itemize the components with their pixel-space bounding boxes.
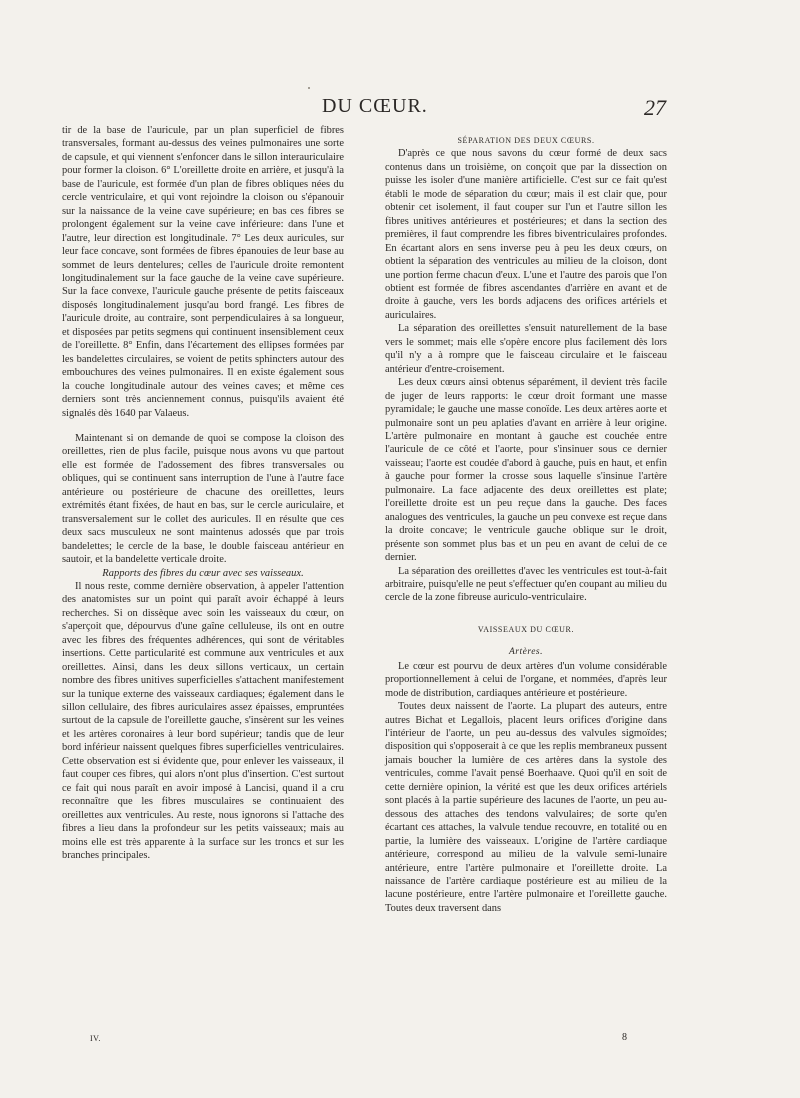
paragraph: La séparation des oreillettes d'avec les ventricules est tout-à-fait arbitraire, puisqu'elle ne peut s'effectuer qu'en coupant au milieu du cercle de la zone fibreuse auriculo-ventriculaire. [385,565,667,604]
section-heading: VAISSEAUX DU CŒUR. [477,624,575,634]
paragraph: La séparation des oreillettes s'ensuit naturellement de la base vers le sommet; mais elle s'opère encore plus facilement dès lors qu'il n'y a à rompre que le faisceau circulaire et le faisceau antérieur d'entre-croisement. [385,323,667,375]
paragraph: Le cœur est pourvu de deux artères d'un volume considérable proportionnellement à celui de l'organe, et nommées, d'après leur mode de distribution, cardiaques antérieure et postérieure. [385,660,667,699]
right-column [385,134,667,915]
paragraph: D'après ce que nous savons du cœur formé de deux sacs contenus dans un troisième, on conçoit que par la dissection on puisse les isoler d'une manière artificielle. C'est sur ce fait qu'est établi le mode de séparation du cœur; mais il est clair que, pour obtenir cet isolement, il faut couper sur l'un et l'autre sillon les fibres unitives antérieures et postérieures; et dans la section des premières, il faut comprendre les fibres biventriculaires profondes. En écartant alors en sens inverse peu à peu les deux cœurs, on obtient la séparation des ventricules au milieu de la cloison, dont une portion ferme chacun d'eux. L'une et l'autre des parois que l'on obtient est formée de fibres ascendantes d'arrière en avant et de droite à gauche, vers les bords adjacens des orifices artériels et auriculaires. [385,148,667,321]
paragraph: Toutes deux naissent de l'aorte. La plupart des auteurs, entre autres Bichat et Legallois, placent leurs orifices d'origine dans l'intérieur de l'aorte, un peu au-dessus des valvules sigmoïdes; disposition qui s'opposerait à ce que les replis membraneux pussent jamais boucher la lumière de ces artères dans la systole des ventricules, comme l'avait pensé Boerhaave. Quoi qu'il en soit de cette dernière opinion, la vérité est que les deux orifices artériels sont placés à la partie supérieure des lacunes de l'aorte, un peu au-dessous des attaches des tendons valvulaires; de sorte qu'en écartant ces attaches, la valvule tendue recouvre, en totalité ou en partie, la lumière des vaisseaux. L'origine de l'artère cardiaque antérieure, correspond au milieu de la valvule semi-lunaire antérieure, entre l'artère pulmonaire et l'oreillette droite. La naissance de l'artère cardiaque postérieure est au milieu de la lacune postérieure, entre l'artère pulmonaire et l'oreillette gauche. Toutes deux traversent dans [385,701,667,914]
paragraph: Les deux cœurs ainsi obtenus séparément, il devient très facile de juger de leurs rapports: le cœur droit formant une masse pyramidale; le gauche une masse conoïde. Les deux artères aorte et pulmonaire sont un peu aplaties d'avant en arrière à leur origine. L'artère pulmonaire en montant à gauche est couchée entre l'auricule de ce côté et l'aorte, pour s'insinuer sous ce dernier vaisseau; l'aorte est coudée d'abord à gauche, puis en haut, et enfin à gauche pour former la crosse sous laquelle s'insinue l'artère pulmonaire. La face adjacente des deux oreillettes est plate; l'oreillette droite est un peu reçue dans la gauche. Des faces analogues des ventricules, la gauche un peu convexe est reçue dans la droite concave; le ventricule gauche oblique sur le droit, présente son sommet plus bas et un peu en avant de celui de ce dernier. [385,377,667,564]
paragraph: Maintenant si on demande de quoi se compose la cloison des oreillettes, rien de plus facile, puisque nous avons vu que partout elle est formée de l'adossement des fibres transversales ou obliques, qui se continuent sans interruption de l'une à l'autre face antérieure ou postérieure de chacune des oreillettes, leurs extrémités étant fixées, de haut en bas, sur le cercle auriculaire, et transversalement sur le collet des auricules. Il en résulte que ces deux sacs musculeux ne sont maintenus adossés que par trois bandelettes; le cercle de la base, le double faisceau antérieur en sautoir, et la bandelette verticale droite. [62,432,344,566]
ink-speck [308,87,310,89]
running-head [62,95,672,125]
left-column [62,124,344,862]
folio-number: 8 [622,1032,627,1043]
paragraph: tir de la base de l'auricule, par un plan superficiel de fibres transversales, formant au-dessus des veines pulmonaires une sorte de capsule, et qui viennent s'enfoncer dans le sillon interauriculaire pour former la cloison. 6° L'oreillette droite en arrière, et jusqu'à la base de l'auricule, est formée d'un plan de fibres obliques nées du cercle ventriculaire, et qui vont rejoindre la cloison ou s'épanouir sur la naissance de la veine cave supérieure; en bas ces fibres se prolongent également sur la veine cave inférieure: dans l'une et l'autre, leur direction est longitudinale. 7° Les deux auricules, sur leur face concave, sont formées de fibres épanouies de leur base au sommet de leurs dentelures; celles de l'auricule droite remontent longitudinalement sur la face gauche de la veine cave supérieure. Sur la face convexe, l'auricule gauche présente de petits faisceaux disposés longitudinalement jusqu'au bord frangé. Les fibres de l'auricule droite, au contraire, sont perpendiculaires à sa longueur, et disposées par petits segmens qui continuent insensiblement ceux de l'oreillette. 8° Enfin, dans l'écartement des ellipses formées par les bandelettes circulaires, se voient de petits sphincters autour des embouchures des veines pulmonaires. Il en existe également sous la couche longitudinale autour des veines caves; et même ces derniers sont très anciennement connus, puisqu'ils avaient été signalés dès 1640 par Valaeus. [62,125,344,419]
subsection-heading: Artères. [509,647,543,658]
page-title: DU CŒUR. [322,95,428,117]
page-number: 27 [644,95,666,120]
signature-mark: IV. [90,1034,101,1043]
paragraph: Il nous reste, comme dernière observation, à appeler l'attention des anatomistes sur un point qui paraît avoir échappé à leurs recherches. Si on dissèque avec soin les vaisseaux du cœur, on s'aperçoit que, dépourvus d'une gaîne celluleuse, ils ont en outre avec les fibres des fréquentes adhérences, qui sont de véritables insertions. Cette particularité est commune aux ventricules et aux oreillettes. Ainsi, dans les deux sillons verticaux, un certain nombre des fibres unitives superficielles s'attachent manifestement sur la tunique externe des vaisseaux cardiaques; également dans le sillon cellulaire, des fibres auriculaires assez épaisses, empruntées surtout de la capsule de l'oreillette gauche, s'insèrent sur les veines et les artères coronaires à leur bord supérieur; tandis que de leur bord inférieur naissent quelques fibres superficielles ventriculaires. Cette observation est si évidente que, pour enlever les vaisseaux, il faut couper ces fibres, qui alors n'ont plus d'insertion. C'est surtout ce fait qui nous paraît en avoir imposé à Lancisi, quand il a cru reconnaître que les fibres musculaires se continuaient des oreillettes aux ventricules. Au reste, nous ignorons si l'attache des fibres a lieu dans la profondeur sur les petits vaisseaux; mais au moins elle est très apparente à la surface sur les troncs et sur les branches principales. [62,580,344,862]
section-heading: Rapports des fibres du cœur avec ses vaisseaux. [102,567,304,579]
section-heading: SÉPARATION DES DEUX CŒURS. [457,136,595,145]
